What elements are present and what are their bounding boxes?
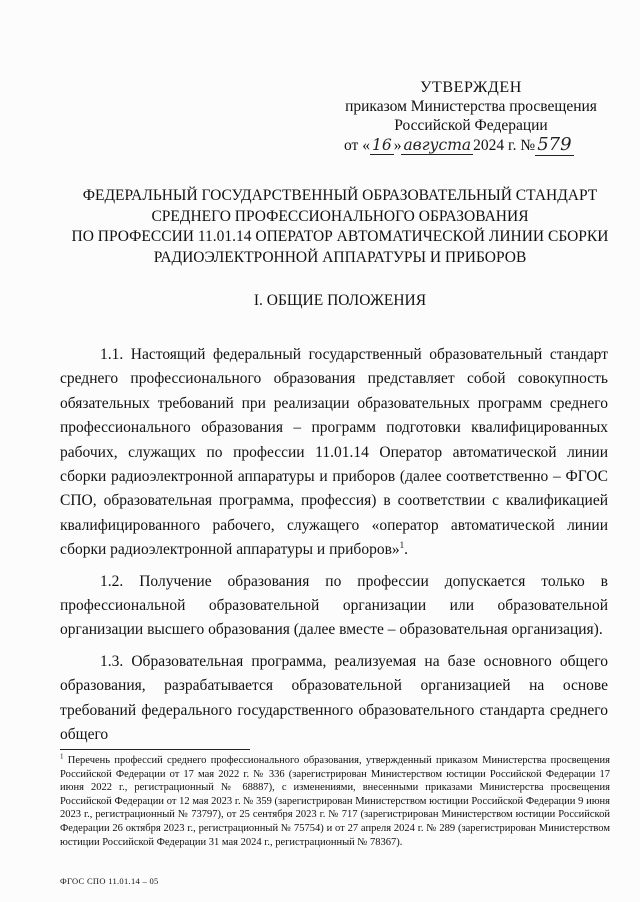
paragraph-1-2: 1.2. Получение образования по профессии допускается только в профессиональной образовательной организации или образовательной организации высшего образования (далее вместе – образовательная организация). — [60, 572, 608, 639]
approval-stamp: УТВЕРЖДЕН — [420, 79, 522, 96]
approval-block — [336, 78, 606, 155]
handwritten-month: августа — [403, 136, 472, 154]
footnote-divider — [60, 749, 250, 750]
title-line: СРЕДНЕГО ПРОФЕССИОНАЛЬНОГО ОБРАЗОВАНИЯ — [151, 207, 529, 225]
approval-country: Российской Федерации — [394, 117, 548, 134]
footnote — [60, 754, 610, 849]
handwritten-order-number: 579 — [537, 134, 572, 155]
date-prefix: от « — [344, 137, 370, 154]
title-line: РАДИОЭЛЕКТРОННОЙ АППАРАТУРЫ И ПРИБОРОВ — [153, 248, 527, 266]
date-quote-close: » — [393, 137, 402, 154]
footnote-ref[interactable]: 1 — [399, 540, 405, 551]
order-date-line — [336, 135, 606, 155]
standard-title — [60, 186, 620, 268]
paragraph-1-1 — [60, 343, 608, 563]
footer-code: ФГОС СПО 11.01.14 – 05 — [60, 876, 159, 886]
paragraph-1-1-text: 1.1. Настоящий федеральный государственный образовательный стандарт среднего профессионального образования представляет собой совокупность обязательных требований при реализации образовательных программ среднего профессионального образования – программ подготовки квалифицированных рабочих, служащих по профессии 11.01.14 Оператор автоматической линии сборки радиоэлектронной аппаратуры и приборов (далее соответственно – ФГОС СПО, образовательная программа, профессия) в соответствии с квалификацией квалифицированного рабочего, служащего «оператор автоматической линии сборки радиоэлектронной аппаратуры и приборов» — [60, 346, 608, 559]
footnote-mark: 1 — [60, 752, 64, 761]
order-year: 2024 г. № — [473, 137, 536, 154]
body-text — [60, 343, 608, 748]
section-title: I. ОБЩИЕ ПОЛОЖЕНИЯ — [253, 292, 427, 309]
paragraph-1-1-end: . — [404, 541, 409, 559]
title-line: ФЕДЕРАЛЬНЫЙ ГОСУДАРСТВЕННЫЙ ОБРАЗОВАТЕЛЬНЫЙ СТАНДАРТ — [82, 187, 598, 204]
handwritten-day: 16 — [371, 136, 392, 154]
footnote-text: Перечень профессий среднего профессионального образования, утвержденный приказом Министерства просвещения Российской Федерации от 17 мая 2022 г. № 336 (зарегистрирован Министерством юстиции Российской Федерации 17 июня 2022 г., регистрационный № 68887), с изменениями, внесенными приказами Министерства просвещения Российской Федерации от 12 мая 2023 г. № 359 (зарегистрирован Министерством юстиции Российской Федерации 9 июня 2023 г., регистрационный № 73797), от 25 сентября 2023 г. № 717 (зарегистрирован Министерством юстиции Российской Федерации 26 октября 2023 г., регистрационный № 75754) и от 27 апреля 2024 г. № 289 (зарегистрирован Министерством юстиции Российской Федерации 31 мая 2024 г., регистрационный № 78367). — [60, 755, 610, 848]
paragraph-1-3: 1.3. Образовательная программа, реализуемая на базе основного общего образования, разрабатывается образовательной организацией на основе требований федерального государственного образовательного стандарта среднего общего — [60, 652, 608, 744]
approval-ministry: приказом Министерства просвещения — [345, 98, 597, 115]
title-line: ПО ПРОФЕССИИ 11.01.14 ОПЕРАТОР АВТОМАТИЧЕСКОЙ ЛИНИИ СБОРКИ — [71, 228, 609, 245]
